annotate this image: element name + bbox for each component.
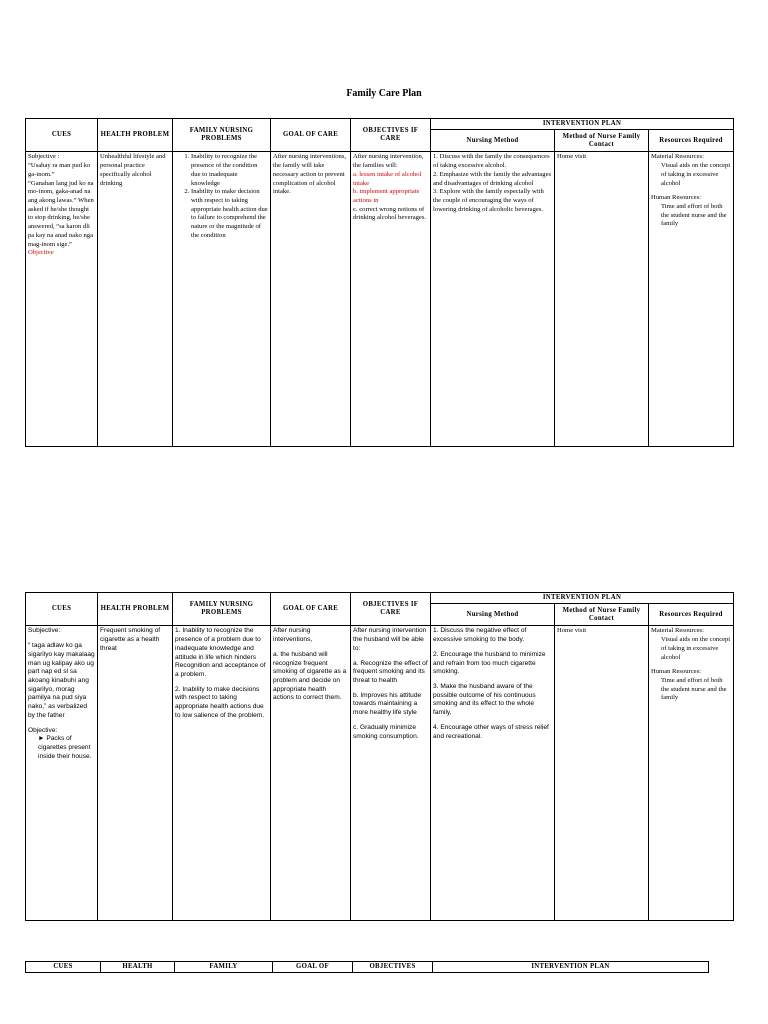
- family-problem-item: 2. Inability to make decisions with respect to taking appropriate health actions due to low salience of the problem.: [175, 685, 265, 719]
- cell-nursing-method: [431, 626, 555, 921]
- header-nursing-method: Nursing Method: [431, 604, 555, 626]
- material-resources-label: Material Resources:: [651, 153, 704, 161]
- header-nursing-method: Nursing Method: [431, 130, 555, 152]
- cell-cues: [26, 152, 98, 447]
- header-health: HEALTH: [101, 962, 175, 973]
- cell-health-problem: Unhealthful lifestyle and personal practice specifically alcohol drinking: [98, 152, 173, 447]
- cue-objective-label: Objective:: [28, 726, 58, 734]
- nursing-method-item: 2. Encourage the husband to minimize and refrain from too much cigarette smoking.: [433, 650, 546, 676]
- objective-b: b. implement appropriate actions in: [353, 188, 420, 204]
- material-resources-text: Visual aids on the concept of taking in excessive alcohol: [661, 636, 731, 661]
- header-method-of-contact: Method of Nurse Family Contact: [555, 604, 649, 626]
- header-family: FAMILY: [175, 962, 273, 973]
- cell-family-problems: [173, 152, 271, 447]
- goal-text: a. the husband will recognize frequent smoking of cigarette as a problem and decide on appropriate health actions to correct them.: [273, 650, 347, 702]
- header-intervention-plan: INTERVENTION PLAN: [431, 593, 734, 604]
- cell-family-problems: [173, 626, 271, 921]
- nursing-method-item: 3. Make the husband aware of the possible outcome of his continuous smoking and its effect to the whole family.: [433, 683, 536, 717]
- family-problem-item: 2. Inability to make decision with respect to taking appropriate health action due to failure to comprehend the nature or the magnitude of the condition: [191, 188, 268, 240]
- header-family-nursing-problems: FAMILY NURSING PROBLEMS: [173, 593, 271, 626]
- cell-goal: After nursing interventions, the family will take necessary action to prevent complication of alcohol intake.: [271, 152, 351, 447]
- material-resources-label: Material Resources:: [651, 627, 704, 635]
- objectives-intro: After nursing intervention, the families will:: [353, 153, 424, 170]
- header-resources-required: Resources Required: [649, 130, 734, 152]
- human-resources-text: Time and effort of both the student nurse and the family: [661, 203, 727, 228]
- header-goal-of-care: GOAL OF CARE: [271, 119, 351, 152]
- nursing-method-item: 1. Discuss the negative effect of excessive smoking to the body.: [433, 627, 527, 644]
- cell-resources: [649, 626, 734, 921]
- header-health-problem: HEALTH PROBLEM: [98, 119, 173, 152]
- cue-subjective-quote: “ taga adlaw ko ga sigarilyo kay makalaag man ug kalipay ako ug part nap ed sl sa akoang kinabuhi ang sigarilyo, morag pamilya na pud siya nako,” as verbalized by the father: [28, 642, 95, 719]
- header-cues: CUES: [26, 593, 98, 626]
- cue-quote-1: “Usahay ra man pud ko ga-inom.”: [28, 162, 91, 178]
- nursing-method-item: 2. Emphasize with the family the advantages and disadvantages of drinking alcohol: [433, 170, 552, 187]
- cell-cues: [26, 626, 98, 921]
- header-objectives: OBJECTIVES: [353, 962, 433, 973]
- header-method-of-contact: Method of Nurse Family Contact: [555, 130, 649, 152]
- nursing-method-item: 1. Discuss with the family the consequences of taking excessive alcohol.: [433, 153, 550, 170]
- header-goal-of: GOAL OF: [273, 962, 353, 973]
- header-cues: CUES: [26, 962, 101, 973]
- header-objectives-of-care: OBJECTIVES IF CARE: [351, 593, 431, 626]
- cell-goal: [271, 626, 351, 921]
- care-plan-table-alcohol: [25, 118, 734, 447]
- cell-contact-method: Home visit: [555, 152, 649, 447]
- cue-objective-item: ► Packs of cigarettes present inside their house.: [38, 735, 92, 760]
- family-problem-item: 1. Inability to recognize the presence of a problem due to inadequate knowledge and attitude in life which hinders Recognition and acceptance of a problem.: [175, 627, 266, 678]
- cell-nursing-method: [431, 152, 555, 447]
- header-objectives-of-care: OBJECTIVES IF CARE: [351, 119, 431, 152]
- header-intervention-plan: INTERVENTION PLAN: [431, 119, 734, 130]
- cue-subjective-label: Subjective :: [28, 153, 60, 161]
- human-resources-text: Time and effort of both the student nurse and the family: [661, 677, 727, 702]
- cue-quote-2: “Ganahan lang jud ko na mo-inom, gaka-anad na ang akong lawas.” When asked if he/she thought to stop drinking, he/she answered, “sa karon dli pa kay na anad nako nga mag-inom sige.”: [28, 179, 94, 248]
- objective-item: a. Recognize the effect of frequent smoking and its threat to health: [353, 659, 428, 684]
- human-resources-label: Human Resources:: [651, 668, 701, 676]
- cell-resources: [649, 152, 734, 447]
- cell-health-problem: Frequent smoking of cigarette as a health threat: [98, 626, 173, 921]
- page-title: Family Care Plan: [346, 88, 422, 99]
- cue-objective-label: Objective: [28, 249, 54, 257]
- nursing-method-item: 4. Encourage other ways of stress relief and recreational.: [433, 723, 549, 740]
- goal-intro: After nursing interventions,: [273, 627, 313, 644]
- family-problem-item: 1. Inability to recognize the presence of the condition due to inadequate knowledge: [191, 153, 268, 188]
- cue-subjective-label: Subjective:: [28, 627, 61, 635]
- header-intervention-plan: INTERVENTION PLAN: [433, 962, 709, 973]
- cell-contact-method: Home visit: [555, 626, 649, 921]
- header-cues: CUES: [26, 119, 98, 152]
- cell-objectives: [351, 152, 431, 447]
- objectives-intro: After nursing intervention the husband will be able to:: [353, 627, 427, 652]
- header-resources-required: Resources Required: [649, 604, 734, 626]
- objective-item: b. Improves his attitude towards maintaining a more healthy life style: [353, 691, 422, 717]
- care-plan-table-partial: [25, 961, 709, 973]
- care-plan-table-smoking: [25, 592, 734, 921]
- objective-a: a. lessen intake of alcohol intake: [353, 170, 422, 187]
- objective-item: c. Gradually minimize smoking consumption.: [353, 723, 419, 740]
- header-family-nursing-problems: FAMILY NURSING PROBLEMS: [173, 119, 271, 152]
- cell-objectives: [351, 626, 431, 921]
- human-resources-label: Human Resources:: [651, 194, 701, 202]
- header-goal-of-care: GOAL OF CARE: [271, 593, 351, 626]
- material-resources-text: Visual aids on the concept of taking in excessive alcohol: [661, 162, 731, 187]
- nursing-method-item: 3. Explore with the family especially with the couple of encouraging the ways of lowering drinking of alcoholic beverages.: [433, 188, 544, 213]
- objective-c: c. correct wrong notions of drinking alcohol beverages.: [353, 205, 427, 222]
- header-health-problem: HEALTH PROBLEM: [98, 593, 173, 626]
